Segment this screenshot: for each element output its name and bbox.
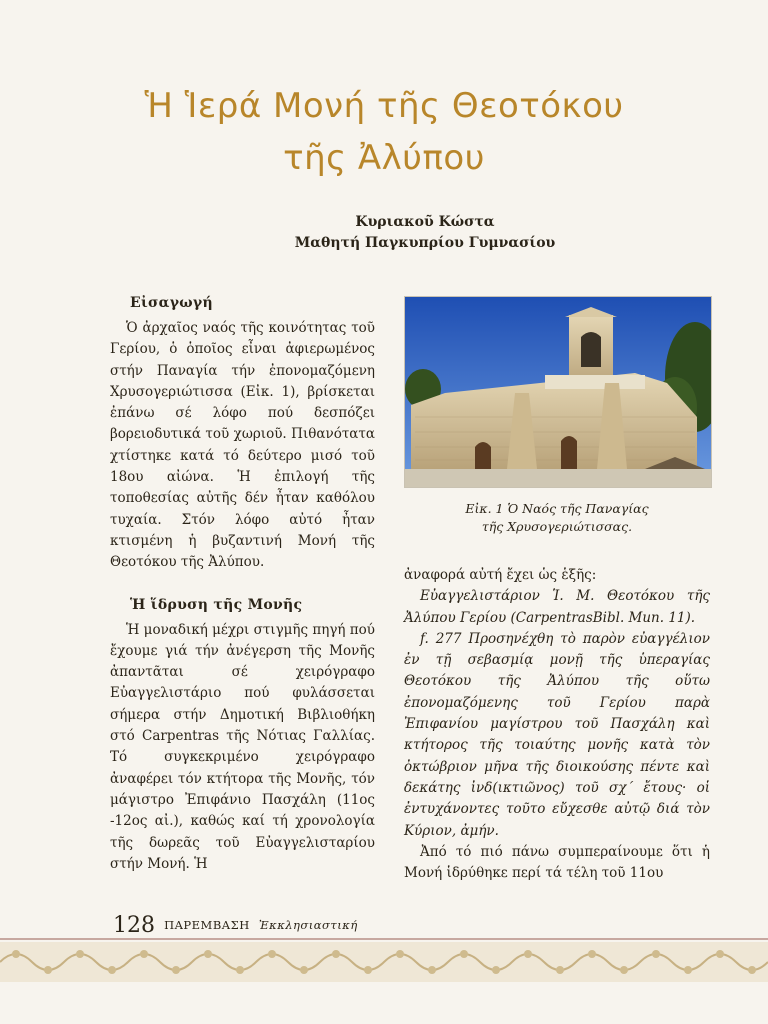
manuscript-inscription: f. 277 Προσηνέχθη τὸ παρὸν εὐαγγέλιον ἐν τῇ σεβασμίᾳ μονῇ τῆς ὑπεραγίας Θεοτόκου τῆς Ἀλύπου τῆς οὕτω ἐπονομαζόμενης τοῦ Γερίου παρὰ Ἐπιφανίου μαγίστρου τοῦ Πασχάλη καὶ κτήτορος τῆς τοιαύτης μονῆς κατὰ τὸν ὀκτώβριον μῆνα τῆς διοικούσης πέντε καὶ δεκάτης ἰνδ(ικτιῶνος) τοῦ σχ΄ ἔτους· οἱ ἐντυχάνοντες τοῦτο εὔχεσθε αὐτῷ διά τὸν Κύριον, ἀμήν.: [404, 630, 710, 839]
manuscript-reference: Εὐαγγελιστάριον Ἱ. Μ. Θεοτόκου τῆς Ἀλύπου Γερίου (CarpentrasBibl. Mun. 11).: [404, 588, 710, 626]
author-affiliation: Μαθητή Παγκυπρίου Γυμνασίου: [294, 235, 556, 251]
caption-line-1: Εἰκ. 1 Ὁ Ναός τῆς Παναγίας: [465, 501, 649, 516]
conclusion-paragraph: Ἀπό τό πιό πάνω συμπεραίνουμε ὅτι ἡ Μονή ἱδρύθηκε περί τά τέλη τοῦ 11ου: [404, 843, 710, 882]
continuation-text: ἀναφορά αὐτή ἔχει ὡς ἑξῆς:: [404, 567, 597, 583]
magazine-name: ΠΑΡΕΜΒΑΣΗ: [164, 918, 250, 932]
figure-caption: [404, 500, 710, 536]
left-column: [110, 292, 375, 875]
intro-heading: Εἰσαγωγή: [130, 295, 213, 311]
title-line-1: Ἡ Ἱερά Μονή τῆς Θεοτόκου: [144, 86, 624, 126]
author-block: [0, 212, 768, 254]
right-column: [404, 565, 710, 884]
magazine-subtitle: Ἐκκλησιαστική: [258, 918, 358, 932]
founding-paragraph: Ἡ μοναδική μέχρι στιγμῆς πηγή πού ἔχουμε γιά τήν ἀνέγερση τῆς Μονῆς ἀπαντᾶται σέ χειρόγραφο Εὐαγγελιστάριο πού φυλάσσεται σήμερα στήν Δημοτική Βιβλιοθήκη στό Carpentras τῆς Νότιας Γαλλίας. Τό συγκεκριμένο χειρόγραφο ἀναφέρει τόν κτήτορα τῆς Μονῆς, τόν μάγιστρο Ἐπιφάνιο Πασχάλη (11ος -12ος αἰ.), καθώς καί τή χρονολογία τῆς δωρεᾶς τοῦ Εὐαγγελισταρίου στήν Μονή. Ἡ: [110, 621, 375, 872]
caption-line-2: τῆς Χρυσογεριώτισσας.: [481, 519, 633, 534]
founding-heading: Ἡ ἵδρυση τῆς Μονῆς: [130, 596, 303, 613]
church-photo: [404, 296, 712, 488]
ornamental-border: [0, 942, 768, 982]
church-illustration: [405, 297, 711, 487]
title-line-2: τῆς Ἀλύπου: [283, 138, 485, 178]
footer-rule: [0, 938, 768, 940]
page-number: 128: [113, 913, 155, 938]
article-title: [0, 80, 768, 184]
intro-paragraph: Ὁ ἀρχαῖος ναός τῆς κοινότητας τοῦ Γερίου, ὁ ὁποῖος εἶναι ἀφιερωμένος στήν Παναγία τήν ἐπονομαζόμενη Χρυσογεριώτισσα (Εἰκ. 1), βρίσκεται ἐπάνω σέ λόφο πού δεσπόζει βορειοδυτικά τοῦ χωριοῦ. Πιθανότατα χτίστηκε κατά τό δεύτερο μισό τοῦ 18ου αἰώνα. Ἡ ἐπιλογή τῆς τοποθεσίας αὐτῆς δέν ἦταν καθόλου τυχαία. Στόν λόφο αὐτό ἦταν κτισμένη ἡ βυζαντινή Μονή τῆς Θεοτόκου τῆς Ἀλύπου.: [110, 320, 375, 571]
page-footer: [113, 913, 358, 939]
author-name: Κυριακοῦ Κώστα: [355, 214, 495, 230]
